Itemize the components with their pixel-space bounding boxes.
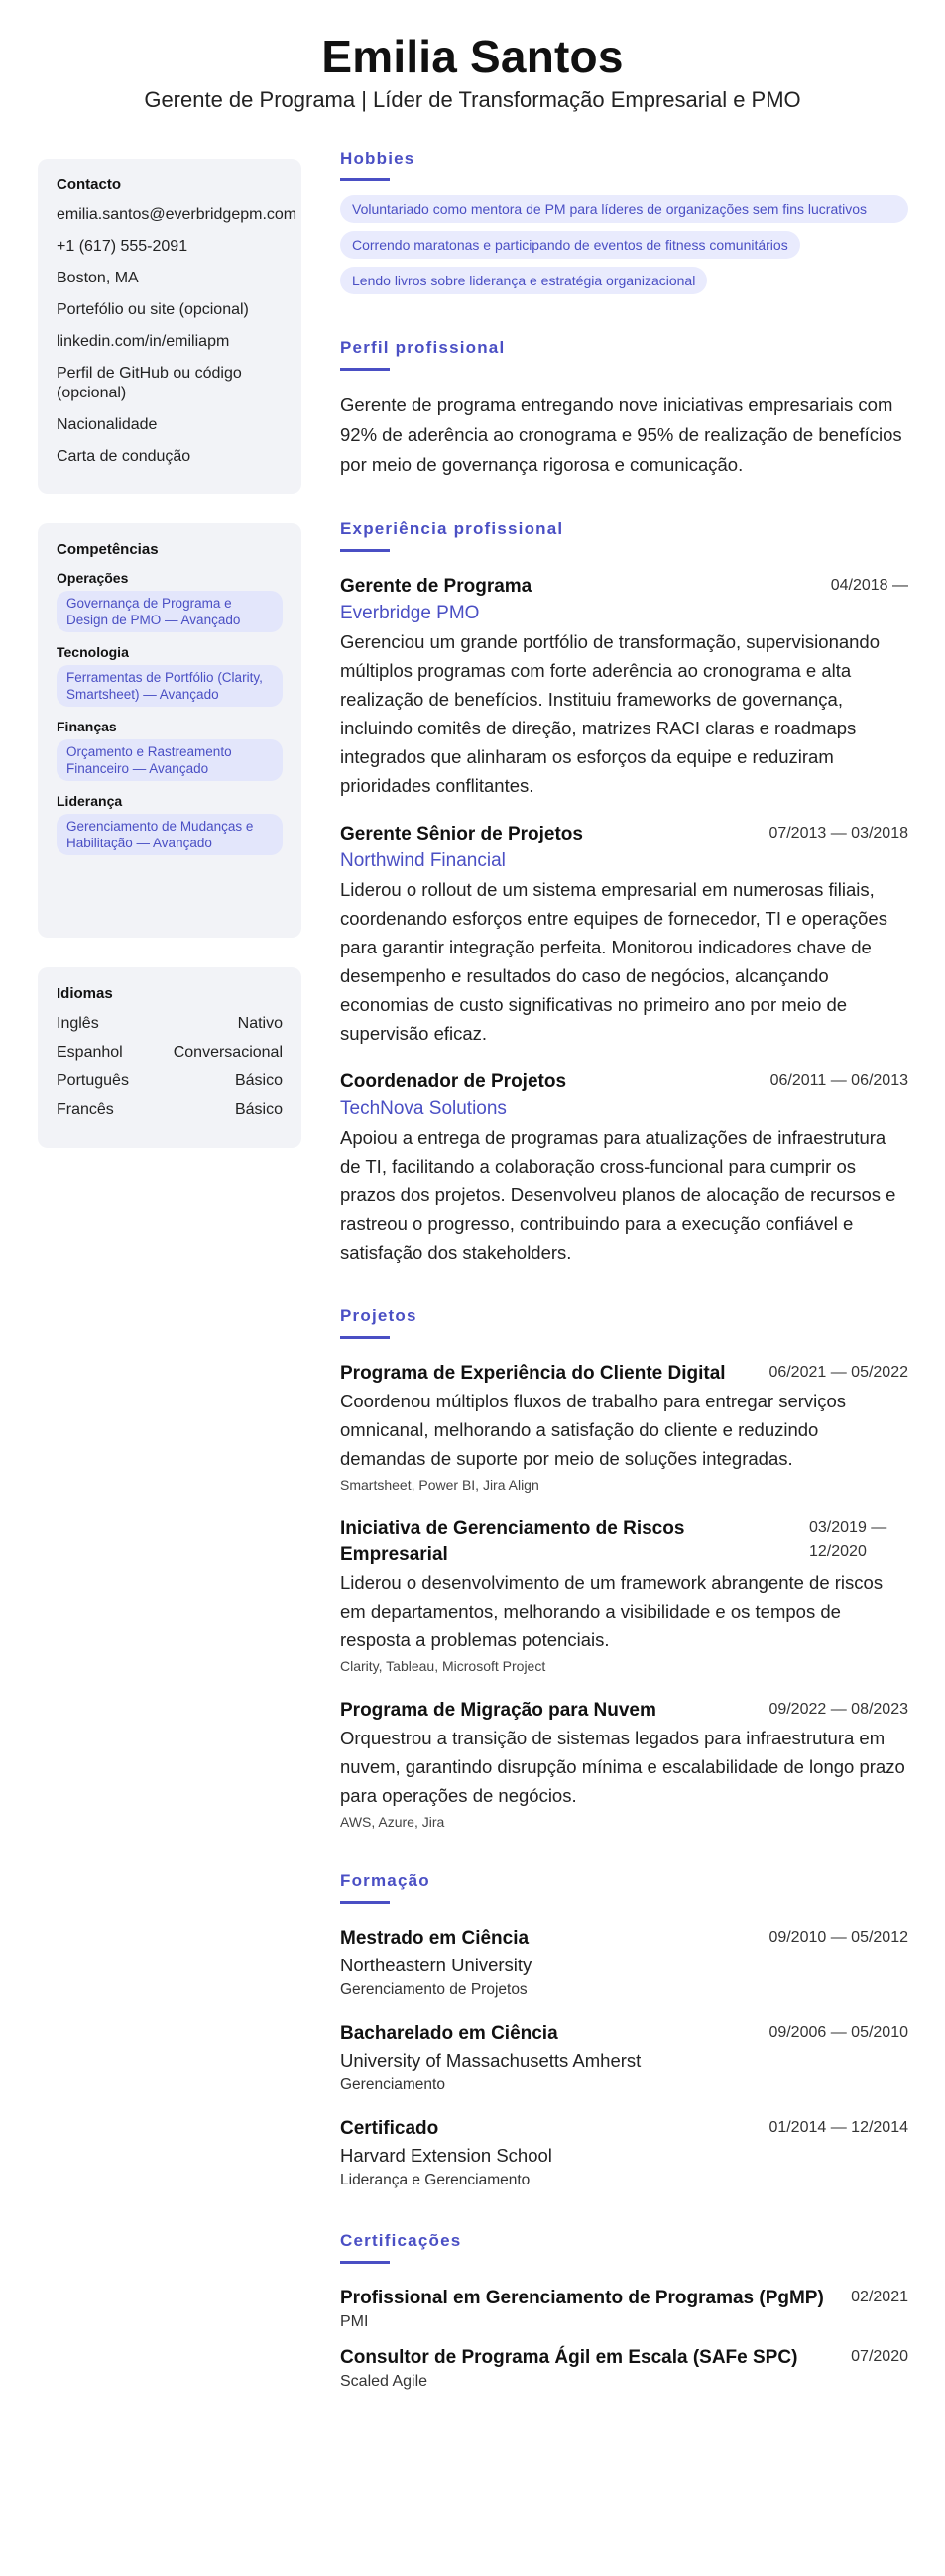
contact-nationality: Nacionalidade <box>57 416 158 433</box>
study-field: Liderança e Gerenciamento <box>340 2172 531 2188</box>
certification-issuer: PMI <box>340 2313 369 2330</box>
language-row <box>57 1071 283 1091</box>
contact-portfolio[interactable]: Portefólio ou site (opcional) <box>57 301 249 318</box>
language-level: Básico <box>234 1101 283 1118</box>
profile-title: Perfil profissional <box>340 338 506 357</box>
projects-section <box>340 1306 908 1832</box>
job-company: Everbridge PMO <box>340 603 480 623</box>
project-dates: 06/2021 — 05/2022 <box>768 1364 908 1381</box>
experience-section <box>340 519 908 1267</box>
profile-text: Gerente de programa entregando nove iniciativas empresariais com 92% de aderência ao cronograma e 95% de realização de benefícios por meio de governança rigorosa e comunicação. <box>340 394 902 475</box>
profile-section <box>340 338 908 480</box>
job-role: Coordenador de Projetos <box>340 1071 567 1092</box>
skills-card <box>38 523 301 938</box>
languages-title: Idiomas <box>57 985 113 1002</box>
hobbies-title: Hobbies <box>340 149 415 168</box>
projects-title: Projetos <box>340 1306 417 1325</box>
job-dates: 04/2018 — <box>830 577 908 594</box>
skill-chip: Ferramentas de Portfólio (Clarity, Smartsheet) — Avançado <box>57 665 283 707</box>
language-row <box>57 1014 283 1034</box>
section-divider <box>340 1336 390 1339</box>
contact-location: Boston, MA <box>57 270 139 286</box>
project-name: Iniciativa de Gerenciamento de Riscos Empresarial <box>340 1518 685 1565</box>
education-entry <box>340 1926 908 2001</box>
section-divider <box>340 178 390 181</box>
language-level: Conversacional <box>173 1044 283 1061</box>
section-divider <box>340 2261 390 2264</box>
job-role: Gerente Sênior de Projetos <box>340 824 583 844</box>
skill-group <box>57 570 283 632</box>
contact-github[interactable]: Perfil de GitHub ou código (opcional) <box>57 365 242 401</box>
experience-entry <box>340 822 908 1048</box>
section-divider <box>340 1901 390 1904</box>
skills-title: Competências <box>57 541 159 558</box>
languages-card <box>38 967 301 1148</box>
language-name: Português <box>57 1072 129 1089</box>
certification-date: 07/2020 <box>851 2348 908 2365</box>
language-name: Inglês <box>57 1015 99 1032</box>
contact-title: Contacto <box>57 176 121 193</box>
project-dates: 09/2022 — 08/2023 <box>768 1701 908 1718</box>
job-description: Gerenciou um grande portfólio de transformação, supervisionando múltiplos programas com forte aderência ao cronograma e alta realização de benefícios. Instituiu frameworks de governança, incluindo comitês de direção, matrizes RACI claras e roadmaps integrados que alinharam os esforços da equipe e reduziram prioridades conflitantes. <box>340 631 881 796</box>
degree-dates: 09/2006 — 05/2010 <box>768 2024 908 2041</box>
contact-email[interactable]: emilia.santos@everbridgepm.com <box>57 206 297 223</box>
degree-dates: 09/2010 — 05/2012 <box>768 1929 908 1946</box>
hobbies-list <box>340 195 908 302</box>
project-entry <box>340 1361 908 1495</box>
contact-phone[interactable]: +1 (617) 555-2091 <box>57 238 188 255</box>
job-description: Apoiou a entrega de programas para atualizações de infraestrutura de TI, facilitando a colaboração cross-funcional para cumprir os prazos dos projetos. Desenvolveu planos de alocação de recursos e rastreou o progresso, contribuindo para a execução confiável e satisfação dos stakeholders. <box>340 1127 896 1263</box>
study-field: Gerenciamento de Projetos <box>340 1981 528 1998</box>
certification-name: Profissional em Gerenciamento de Programas (PgMP) <box>340 2288 824 2308</box>
contact-linkedin[interactable]: linkedin.com/in/emiliapm <box>57 333 230 350</box>
contact-driving-licence: Carta de condução <box>57 448 191 465</box>
skill-category: Tecnologia <box>57 644 129 660</box>
degree-name: Certificado <box>340 2118 439 2139</box>
contact-card <box>38 159 301 494</box>
section-divider <box>340 549 390 552</box>
education-section <box>340 1871 908 2191</box>
hobby-chip: Correndo maratonas e participando de eventos de fitness comunitários <box>340 231 800 259</box>
language-row <box>57 1043 283 1063</box>
certifications-section <box>340 2231 908 2393</box>
project-dates: 03/2019 — 12/2020 <box>809 1519 887 1560</box>
candidate-name: Emilia Santos <box>321 31 624 82</box>
project-description: Orquestrou a transição de sistemas legados para infraestrutura em nuvem, garantindo disrupção mínima e escalabilidade de longo prazo para operações de negócios. <box>340 1728 905 1806</box>
certification-issuer: Scaled Agile <box>340 2373 428 2390</box>
job-dates: 07/2013 — 03/2018 <box>768 825 908 841</box>
experience-entry <box>340 574 908 800</box>
project-tools: Smartsheet, Power BI, Jira Align <box>340 1477 539 1493</box>
certifications-title: Certificações <box>340 2231 462 2250</box>
project-name: Programa de Experiência do Cliente Digital <box>340 1363 726 1384</box>
hobbies-section <box>340 149 908 302</box>
project-entry <box>340 1516 908 1676</box>
language-level: Nativo <box>237 1015 283 1032</box>
project-tools: Clarity, Tableau, Microsoft Project <box>340 1658 546 1674</box>
job-role: Gerente de Programa <box>340 576 532 597</box>
skill-category: Operações <box>57 570 129 586</box>
project-description: Liderou o desenvolvimento de um framework abrangente de riscos em departamentos, melhorando a visibilidade e os tempos de resposta a problemas potenciais. <box>340 1572 884 1650</box>
certification-name: Consultor de Programa Ágil em Escala (SAFe SPC) <box>340 2347 798 2368</box>
skill-chip: Gerenciamento de Mudanças e Habilitação — Avançado <box>57 814 283 855</box>
skill-category: Finanças <box>57 719 117 734</box>
degree-dates: 01/2014 — 12/2014 <box>768 2119 908 2136</box>
skill-chip: Orçamento e Rastreamento Financeiro — Avançado <box>57 739 283 781</box>
skill-group <box>57 793 283 855</box>
education-entry <box>340 2021 908 2096</box>
job-dates: 06/2011 — 06/2013 <box>769 1072 908 1089</box>
language-name: Espanhol <box>57 1044 123 1061</box>
skill-group <box>57 644 283 707</box>
candidate-title: Gerente de Programa | Líder de Transformação Empresarial e PMO <box>144 87 801 112</box>
skill-chip: Governança de Programa e Design de PMO — Avançado <box>57 591 283 632</box>
language-name: Francês <box>57 1101 114 1118</box>
hobby-chip: Lendo livros sobre liderança e estratégia organizacional <box>340 267 707 294</box>
certification-date: 02/2021 <box>851 2289 908 2305</box>
job-company: Northwind Financial <box>340 850 506 871</box>
study-field: Gerenciamento <box>340 2076 445 2093</box>
education-title: Formação <box>340 1871 430 1890</box>
school-name: University of Massachusetts Amherst <box>340 2050 642 2071</box>
degree-name: Mestrado em Ciência <box>340 1928 530 1949</box>
project-description: Coordenou múltiplos fluxos de trabalho para entregar serviços omnicanal, melhorando a satisfação do cliente e reduzindo demandas de suporte por meio de soluções integradas. <box>340 1391 847 1469</box>
project-entry <box>340 1698 908 1832</box>
language-row <box>57 1100 283 1120</box>
project-tools: AWS, Azure, Jira <box>340 1814 445 1830</box>
school-name: Northeastern University <box>340 1955 532 1975</box>
main-content <box>340 149 908 2393</box>
section-divider <box>340 368 390 371</box>
hobby-chip: Voluntariado como mentora de PM para líderes de organizações sem fins lucrativos <box>340 195 908 223</box>
project-name: Programa de Migração para Nuvem <box>340 1700 656 1721</box>
job-description: Liderou o rollout de um sistema empresarial em numerosas filiais, coordenando esforços entre equipes de fornecedor, TI e operações para garantir integração perfeita. Monitorou indicadores chave de desempenho e resultados do caso de negócios, alcançando economias de custo significativas no primeiro ano por meio de supervisão eficaz. <box>340 879 887 1044</box>
degree-name: Bacharelado em Ciência <box>340 2023 558 2044</box>
experience-entry <box>340 1069 908 1267</box>
experience-title: Experiência profissional <box>340 519 564 538</box>
skill-group <box>57 719 283 781</box>
job-company: TechNova Solutions <box>340 1098 507 1119</box>
certification-entry <box>340 2345 908 2393</box>
education-entry <box>340 2116 908 2191</box>
language-level: Básico <box>234 1072 283 1089</box>
skill-category: Liderança <box>57 793 123 809</box>
certification-entry <box>340 2286 908 2333</box>
school-name: Harvard Extension School <box>340 2145 552 2166</box>
